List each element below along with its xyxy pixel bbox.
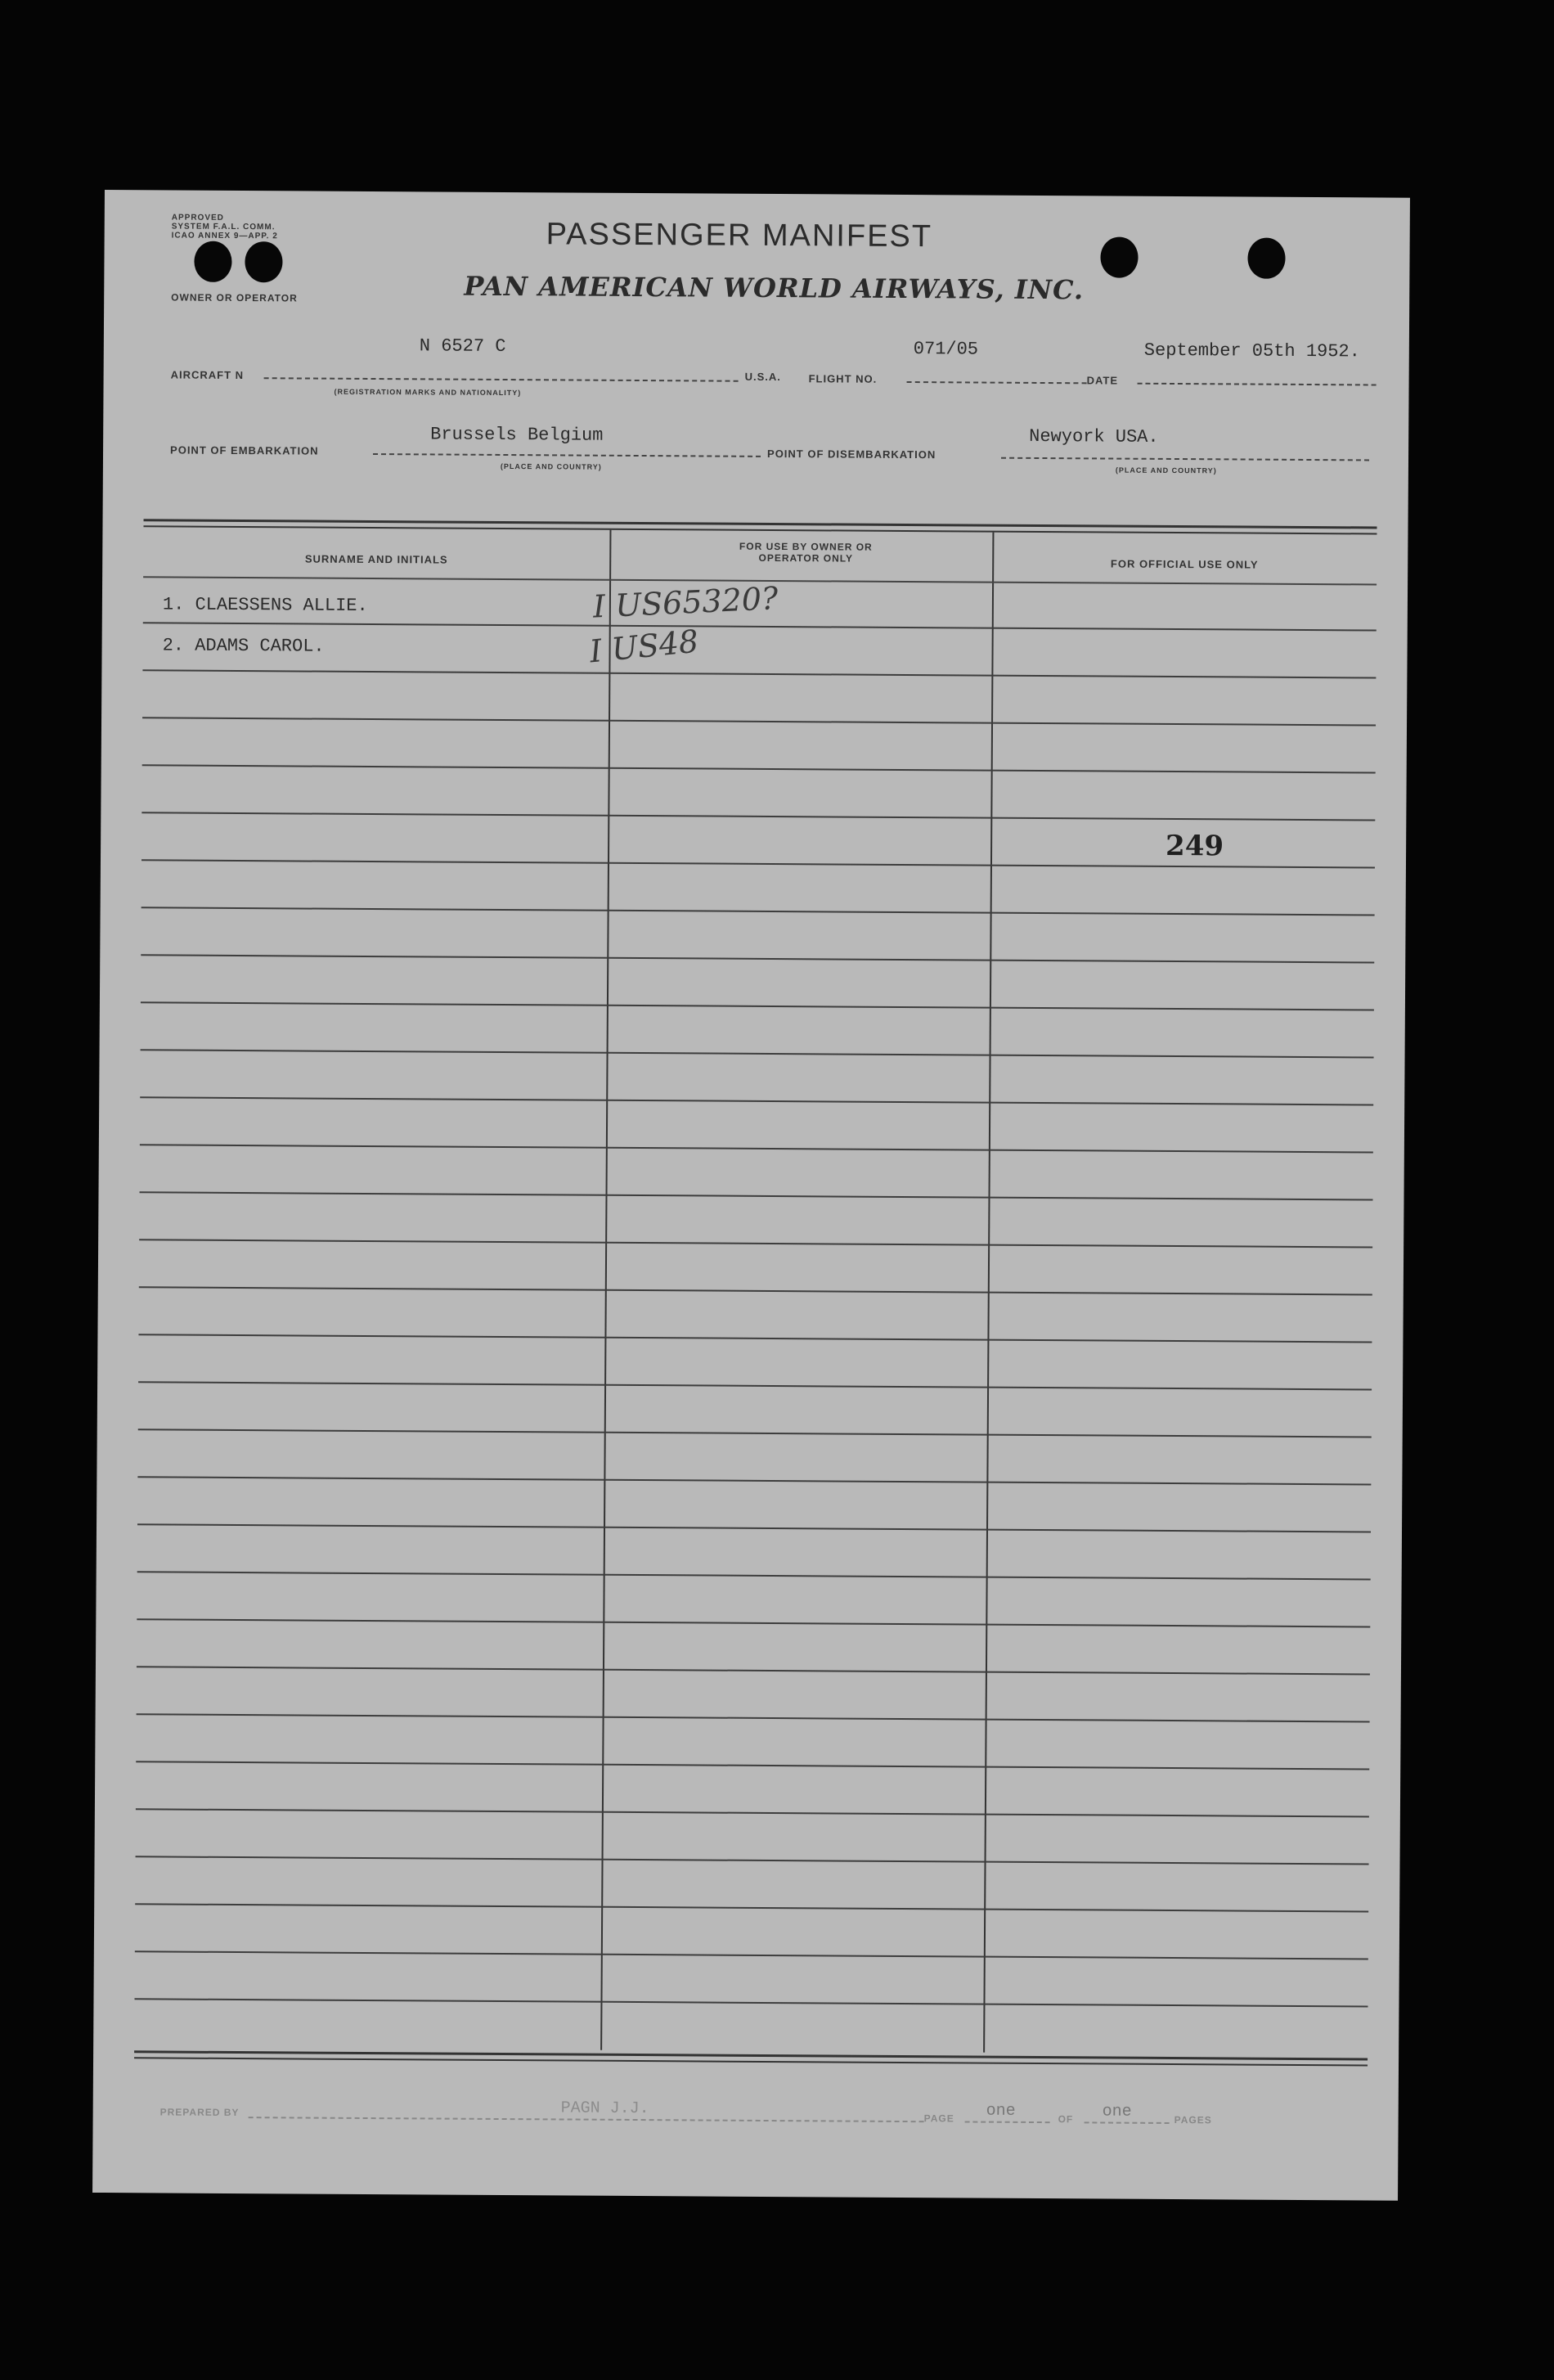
manifest-sheet <box>92 190 1410 2201</box>
disembarkation-label: POINT OF DISEMBARKATION <box>766 447 936 461</box>
handwritten-note: I US48 <box>587 623 700 670</box>
operator-name: PAN AMERICAN WORLD AIRWAYS, INC. <box>464 270 1085 306</box>
col-header-official: FOR OFFICIAL USE ONLY <box>1110 557 1259 571</box>
official-number-stamp: 249 <box>1166 829 1224 863</box>
owner-label: OWNER OR OPERATOR <box>171 291 298 304</box>
flight-number: 071/05 <box>913 339 979 360</box>
aircraft-label: AIRCRAFT N <box>170 368 245 382</box>
table-row: 2. ADAMS CAROL. <box>162 635 325 657</box>
table-rule <box>142 717 1376 726</box>
table-rule <box>136 1856 1369 1865</box>
aircraft-number: N 6527 C <box>419 335 506 357</box>
table-rule <box>137 1713 1370 1722</box>
flight-date: September 05th 1952. <box>1143 340 1360 362</box>
embarkation-label: POINT OF EMBARKATION <box>170 443 319 457</box>
disembarkation-caption: (PLACE AND COUNTRY) <box>1115 466 1217 475</box>
page-label: PAGE <box>923 2112 954 2125</box>
handwritten-note: I US65320? <box>592 580 779 625</box>
table-rule <box>143 622 1377 631</box>
table-rule <box>138 1428 1372 1437</box>
table-row: 1. CLAESSENS ALLIE. <box>162 594 368 616</box>
table-rule <box>134 1998 1368 2007</box>
table-rule <box>141 1049 1374 1058</box>
date-label: DATE <box>1086 374 1119 387</box>
table-rule <box>139 1239 1372 1248</box>
table-rule <box>142 669 1376 678</box>
table-rule <box>137 1571 1371 1580</box>
table-rules <box>105 190 1410 198</box>
table-rule <box>141 1001 1374 1010</box>
table-rule <box>141 907 1375 916</box>
table-rule <box>141 954 1374 963</box>
disembarkation-value: Newyork USA. <box>1029 425 1159 448</box>
table-rule <box>141 812 1375 821</box>
prepared-label: PREPARED BY <box>159 2106 240 2119</box>
of-label: OF <box>1058 2113 1074 2126</box>
usa-label: U.S.A. <box>744 370 781 384</box>
table-rule <box>138 1334 1372 1343</box>
pages-label: PAGES <box>1174 2114 1212 2126</box>
approval-note: APPROVED SYSTEM F.A.L. COMM. ICAO ANNEX 9—APP. 2 <box>171 213 278 241</box>
col-header-surname: SURNAME AND INITIALS <box>304 552 448 566</box>
disembarkation-line <box>1001 457 1369 461</box>
punch-hole <box>245 241 282 282</box>
table-rule <box>138 1381 1372 1390</box>
table-rule <box>137 1618 1370 1627</box>
table-rule <box>137 1476 1371 1485</box>
flight-no-label: FLIGHT NO. <box>808 372 878 385</box>
prepared-value: PAGN J.J. <box>560 2099 649 2119</box>
table-rule <box>140 1144 1373 1153</box>
aircraft-line <box>264 377 739 382</box>
of-value: one <box>1102 2102 1132 2121</box>
flight-no-line <box>907 381 1087 384</box>
date-line <box>1138 383 1377 386</box>
embarkation-line <box>373 453 761 457</box>
embarkation-caption: (PLACE AND COUNTRY) <box>500 461 602 471</box>
page-title: PASSENGER MANIFEST <box>546 217 933 254</box>
punch-hole <box>1247 238 1285 279</box>
table-rule <box>137 1666 1370 1675</box>
embarkation-value: Brussels Belgium <box>430 424 604 446</box>
table-rule <box>136 1761 1369 1770</box>
page-value: one <box>986 2101 1016 2121</box>
table-rule <box>137 1523 1371 1532</box>
table-rule <box>142 764 1376 773</box>
registration-caption: (REGISTRATION MARKS AND NATIONALITY) <box>334 387 522 398</box>
table-rule <box>135 1903 1368 1912</box>
table-rule <box>135 1950 1368 1959</box>
table-rule <box>140 1191 1373 1200</box>
table-rule <box>139 1286 1372 1295</box>
table-rule <box>136 1808 1369 1817</box>
punch-hole <box>1100 236 1138 277</box>
table-rule <box>140 1096 1373 1105</box>
punch-hole <box>194 241 231 282</box>
col-header-owner: FOR USE BY OWNER OR OPERATOR ONLY <box>739 540 873 565</box>
